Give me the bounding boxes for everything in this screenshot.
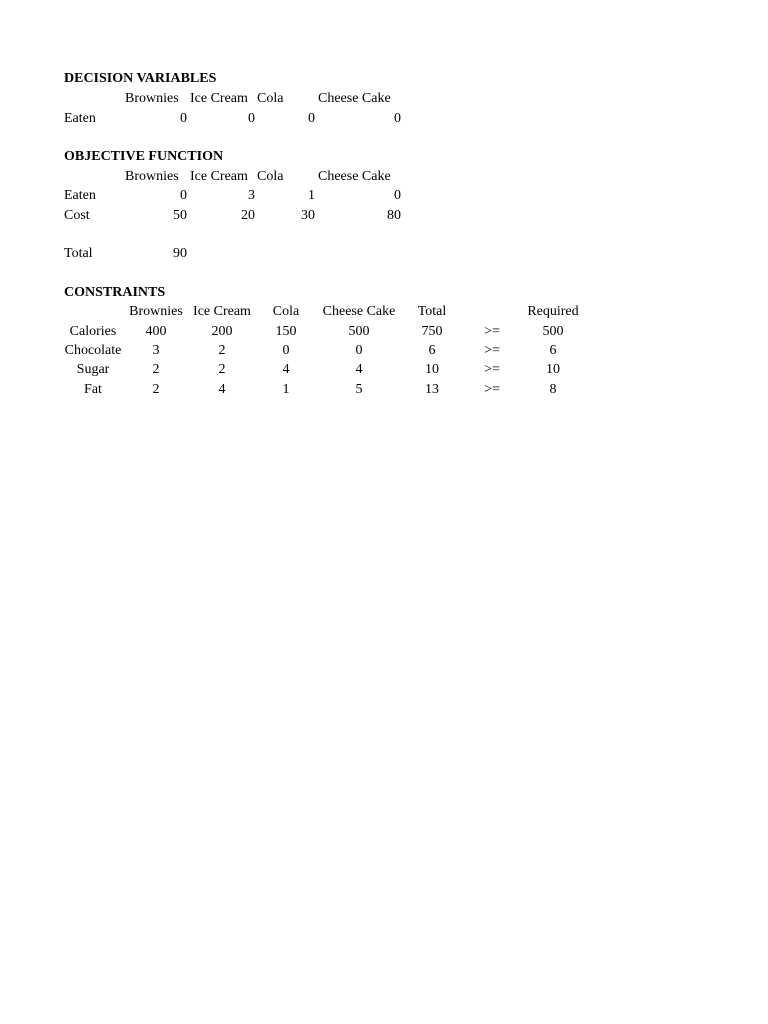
of-col-cola: Cola xyxy=(257,169,284,184)
dv-eaten-cheese-cake: 0 xyxy=(394,111,401,126)
of-cost-cola: 30 xyxy=(301,208,315,223)
of-cost-brownies: 50 xyxy=(173,208,187,223)
dv-col-brownies: Brownies xyxy=(125,91,179,106)
ct-chocolate-total: 6 xyxy=(428,343,436,358)
ct-chocolate-cheese-cake: 0 xyxy=(355,343,363,358)
of-eaten-cola: 1 xyxy=(308,188,315,203)
dv-row-eaten-label: Eaten xyxy=(64,111,96,126)
ct-row-calories-label: Calories xyxy=(69,324,117,339)
ct-chocolate-brownies: 3 xyxy=(152,343,160,358)
ct-fat-operator: >= xyxy=(484,382,500,397)
ct-calories-cola: 150 xyxy=(275,324,297,339)
ct-col-brownies: Brownies xyxy=(129,304,183,319)
ct-row-fat-label: Fat xyxy=(84,382,102,397)
ct-fat-total: 13 xyxy=(425,382,439,397)
ct-row-sugar-label: Sugar xyxy=(76,362,110,377)
ct-sugar-required: 10 xyxy=(546,362,560,377)
of-eaten-brownies: 0 xyxy=(180,188,187,203)
ct-fat-cheese-cake: 5 xyxy=(355,382,363,397)
of-total-value: 90 xyxy=(173,246,187,261)
dv-col-cheese-cake: Cheese Cake xyxy=(318,91,391,106)
objective-function-heading: OBJECTIVE FUNCTION xyxy=(64,149,224,164)
ct-sugar-operator: >= xyxy=(484,362,500,377)
ct-col-cola: Cola xyxy=(272,304,300,319)
of-eaten-cheese-cake: 0 xyxy=(394,188,401,203)
ct-col-ice-cream: Ice Cream xyxy=(193,304,251,319)
ct-chocolate-ice-cream: 2 xyxy=(218,343,226,358)
of-col-brownies: Brownies xyxy=(125,169,179,184)
dv-eaten-ice-cream: 0 xyxy=(248,111,255,126)
decision-variables-heading: DECISION VARIABLES xyxy=(64,71,217,86)
ct-sugar-ice-cream: 2 xyxy=(218,362,226,377)
dv-eaten-brownies: 0 xyxy=(180,111,187,126)
ct-calories-required: 500 xyxy=(542,324,564,339)
dv-col-cola: Cola xyxy=(257,91,284,106)
of-row-eaten-label: Eaten xyxy=(64,188,96,203)
ct-calories-total: 750 xyxy=(421,324,443,339)
ct-sugar-total: 10 xyxy=(425,362,439,377)
ct-fat-cola: 1 xyxy=(282,382,290,397)
of-col-cheese-cake: Cheese Cake xyxy=(318,169,391,184)
ct-col-cheese-cake: Cheese Cake xyxy=(322,304,396,319)
of-cost-ice-cream: 20 xyxy=(241,208,255,223)
ct-chocolate-operator: >= xyxy=(484,343,500,358)
dv-col-ice-cream: Ice Cream xyxy=(190,91,248,106)
dv-eaten-cola: 0 xyxy=(308,111,315,126)
of-row-cost-label: Cost xyxy=(64,208,90,223)
ct-sugar-cola: 4 xyxy=(282,362,290,377)
ct-sugar-cheese-cake: 4 xyxy=(355,362,363,377)
ct-col-required: Required xyxy=(527,304,579,319)
ct-fat-required: 8 xyxy=(549,382,557,397)
ct-sugar-brownies: 2 xyxy=(152,362,160,377)
ct-fat-brownies: 2 xyxy=(152,382,160,397)
ct-chocolate-required: 6 xyxy=(549,343,557,358)
ct-chocolate-cola: 0 xyxy=(282,343,290,358)
ct-calories-brownies: 400 xyxy=(145,324,167,339)
ct-col-total: Total xyxy=(417,304,447,319)
ct-row-chocolate-label: Chocolate xyxy=(64,343,122,358)
of-eaten-ice-cream: 3 xyxy=(248,188,255,203)
of-col-ice-cream: Ice Cream xyxy=(190,169,248,184)
constraints-heading: CONSTRAINTS xyxy=(64,285,166,300)
ct-calories-operator: >= xyxy=(484,324,500,339)
of-cost-cheese-cake: 80 xyxy=(387,208,401,223)
ct-calories-ice-cream: 200 xyxy=(211,324,233,339)
ct-fat-ice-cream: 4 xyxy=(218,382,226,397)
ct-calories-cheese-cake: 500 xyxy=(348,324,370,339)
of-total-label: Total xyxy=(64,246,93,261)
